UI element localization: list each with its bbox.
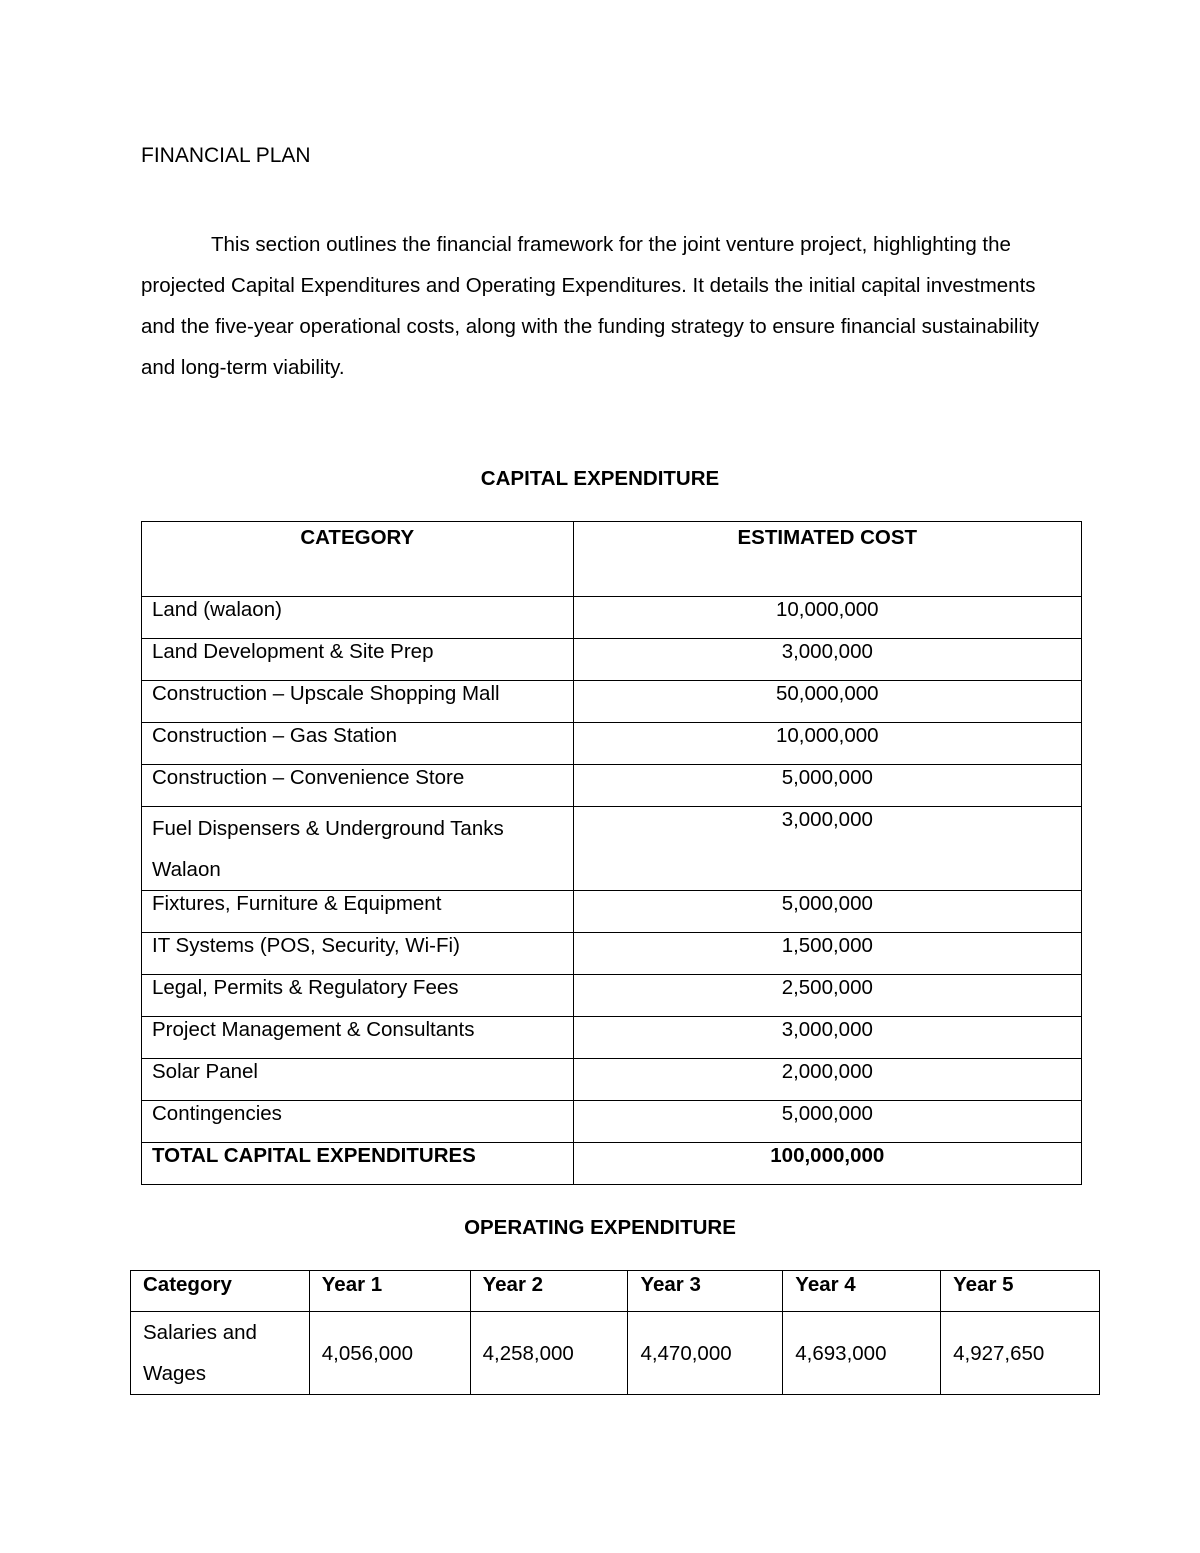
opex-value-cell: 4,470,000 [628,1312,783,1395]
capex-cost-cell: 3,000,000 [573,639,1081,681]
capex-header-row [142,522,1082,597]
intro-paragraph: This section outlines the financial framework for the joint venture project, highlighting the projected Capital Expenditures and Operating Expenditures. It details the initial capital investments and the five-year operational costs, along with the funding strategy to ensure financial sustainability and long-term viability. [141,233,1039,379]
capex-header-category: CATEGORY [142,522,574,597]
capex-cost-cell: 5,000,000 [573,1101,1081,1143]
opex-table [130,1270,1100,1395]
capex-category-cell: Land (walaon) [142,597,574,639]
capex-table [141,521,1082,1185]
capex-category-cell: Contingencies [142,1101,574,1143]
capex-category-cell: Fuel Dispensers & Underground Tanks Walaon [142,807,574,891]
capex-category-cell: Fixtures, Furniture & Equipment [142,891,574,933]
capex-cost-cell: 10,000,000 [573,597,1081,639]
capex-cost-cell: 50,000,000 [573,681,1081,723]
opex-header-year-4: Year 4 [783,1271,941,1312]
opex-category-cell: Salaries and Wages [131,1312,310,1395]
table-row [142,597,1082,639]
table-row [142,765,1082,807]
capex-category-cell: Land Development & Site Prep [142,639,574,681]
opex-header-year-1: Year 1 [309,1271,470,1312]
capex-total-row [142,1143,1082,1185]
capex-category-cell: Legal, Permits & Regulatory Fees [142,975,574,1017]
capex-cost-cell: 5,000,000 [573,891,1081,933]
table-row [142,975,1082,1017]
table-row [142,723,1082,765]
capex-cost-cell: 2,500,000 [573,975,1081,1017]
capex-cost-cell: 1,500,000 [573,933,1081,975]
table-row [142,891,1082,933]
capex-category-cell: Solar Panel [142,1059,574,1101]
capex-heading: CAPITAL EXPENDITURE [480,467,720,490]
table-row [142,1017,1082,1059]
table-row [142,1101,1082,1143]
table-row [142,1059,1082,1101]
opex-value-cell: 4,056,000 [309,1312,470,1395]
capex-cost-cell: 5,000,000 [573,765,1081,807]
capex-category-cell: IT Systems (POS, Security, Wi-Fi) [142,933,574,975]
opex-header-year-2: Year 2 [470,1271,628,1312]
table-row [142,933,1082,975]
capex-category-cell: Project Management & Consultants [142,1017,574,1059]
capex-header-cost: ESTIMATED COST [573,522,1081,597]
opex-header-row [131,1271,1100,1312]
opex-value-cell: 4,927,650 [941,1312,1100,1395]
table-row [142,639,1082,681]
opex-header-category: Category [131,1271,310,1312]
capex-category-cell: Construction – Convenience Store [142,765,574,807]
capex-cost-cell: 3,000,000 [573,1017,1081,1059]
capex-cost-cell: 2,000,000 [573,1059,1081,1101]
capex-cost-cell: 10,000,000 [573,723,1081,765]
opex-value-cell: 4,258,000 [470,1312,628,1395]
opex-header-year-5: Year 5 [941,1271,1100,1312]
capex-total-value: 100,000,000 [573,1143,1081,1185]
table-row [142,681,1082,723]
opex-header-year-3: Year 3 [628,1271,783,1312]
table-row [131,1312,1100,1395]
capex-cost-cell: 3,000,000 [573,807,1081,891]
document-title: FINANCIAL PLAN [141,144,311,167]
capex-total-label: TOTAL CAPITAL EXPENDITURES [142,1143,574,1185]
capex-category-cell: Construction – Upscale Shopping Mall [142,681,574,723]
opex-heading: OPERATING EXPENDITURE [464,1216,736,1239]
opex-value-cell: 4,693,000 [783,1312,941,1395]
table-row [142,807,1082,891]
capex-category-cell: Construction – Gas Station [142,723,574,765]
